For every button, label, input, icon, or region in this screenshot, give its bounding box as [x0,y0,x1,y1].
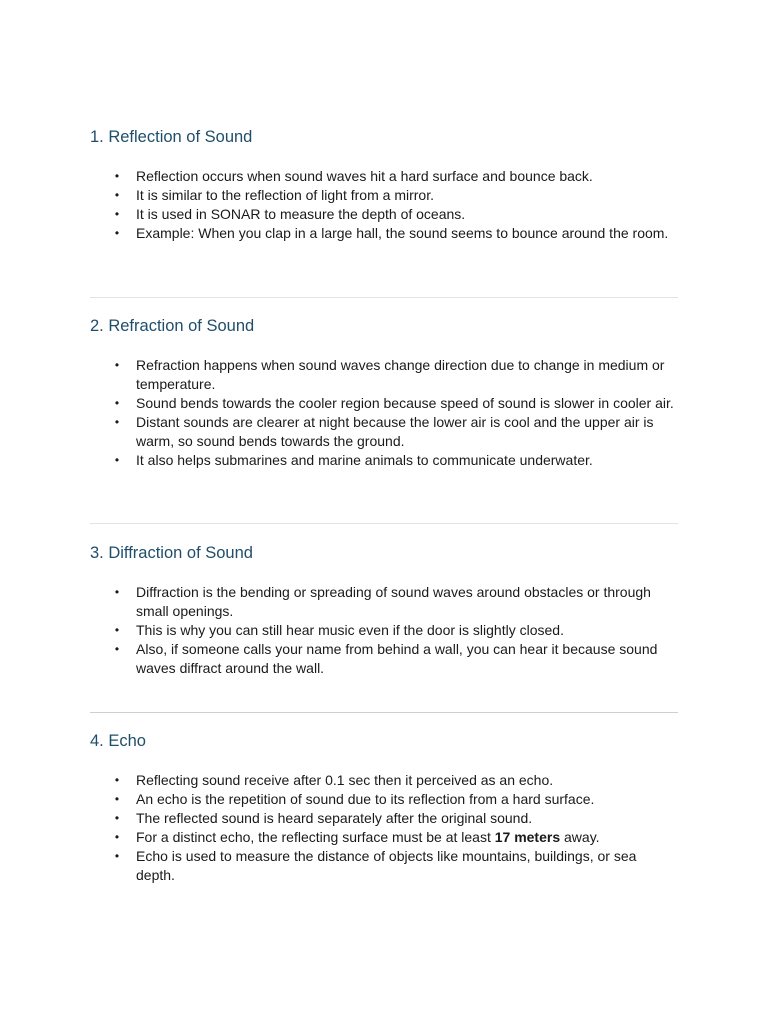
section-diffraction [90,542,678,678]
list-item [90,771,678,790]
list-item-text-before: For a distinct echo, the reflecting surface must be at least [136,829,495,845]
bullet-icon: • [114,207,120,221]
section-heading: 4. Echo [90,732,146,750]
bullet-icon: • [114,415,120,429]
list-item [90,394,678,413]
section-heading: 1. Reflection of Sound [90,128,253,146]
bullet-icon: • [114,792,120,806]
list-item [90,583,678,621]
list-item-text: The reflected sound is heard separately after the original sound. [136,810,533,826]
section-heading: 2. Refraction of Sound [90,317,255,335]
list-item-text: Echo is used to measure the distance of objects like mountains, buildings, or sea depth. [136,848,637,883]
bullet-icon: • [114,642,120,656]
list-item [90,186,678,205]
bullet-icon: • [114,226,120,240]
bullet-icon: • [114,188,120,202]
list-item [90,809,678,828]
bullet-icon: • [114,396,120,410]
bullet-icon: • [114,453,120,467]
section-divider [90,712,678,713]
list-item-text: It is similar to the reflection of light from a mirror. [136,187,434,203]
list-item [90,847,678,885]
list-item-text: Refraction happens when sound waves change direction due to change in medium or temperature. [136,357,665,392]
section-divider [90,297,678,298]
bullet-list [90,583,678,678]
section-divider [90,523,678,524]
list-item [90,451,678,470]
bullet-list [90,356,678,470]
bullet-list [90,771,678,885]
bullet-icon: • [114,169,120,183]
list-item-text-after: away. [560,829,600,845]
list-item-text: Reflecting sound receive after 0.1 sec then it perceived as an echo. [136,772,554,788]
list-item-text: Example: When you clap in a large hall, the sound seems to bounce around the room. [136,225,669,241]
bullet-icon: • [114,773,120,787]
list-item-text: It is used in SONAR to measure the depth of oceans. [136,206,466,222]
bullet-list [90,167,678,243]
list-item [90,640,678,678]
bullet-icon: • [114,830,120,844]
list-item-text: Diffraction is the bending or spreading of sound waves around obstacles or through small openings. [136,584,651,619]
list-item-text: Sound bends towards the cooler region because speed of sound is slower in cooler air. [136,395,674,411]
list-item-text: Also, if someone calls your name from behind a wall, you can hear it because sound waves diffract around the wall. [136,641,658,676]
list-item [90,224,678,243]
list-item [90,205,678,224]
list-item [90,621,678,640]
list-item [90,828,678,847]
list-item-text: An echo is the repetition of sound due to its reflection from a hard surface. [136,791,595,807]
list-item-text: It also helps submarines and marine animals to communicate underwater. [136,452,593,468]
section-reflection [90,126,678,243]
bullet-icon: • [114,358,120,372]
list-item [90,356,678,394]
list-item [90,167,678,186]
bullet-icon: • [114,623,120,637]
list-item [90,790,678,809]
section-echo [90,730,678,885]
bullet-icon: • [114,585,120,599]
list-item-text: Reflection occurs when sound waves hit a hard surface and bounce back. [136,168,593,184]
section-heading: 3. Diffraction of Sound [90,544,253,562]
list-item-text-bold: 17 meters [494,829,561,845]
bullet-icon: • [114,811,120,825]
list-item [90,413,678,451]
section-refraction [90,315,678,470]
bullet-icon: • [114,849,120,863]
list-item-text: Distant sounds are clearer at night because the lower air is cool and the upper air is warm, so sound bends towards the ground. [136,414,654,449]
list-item-text: This is why you can still hear music even if the door is slightly closed. [136,622,564,638]
